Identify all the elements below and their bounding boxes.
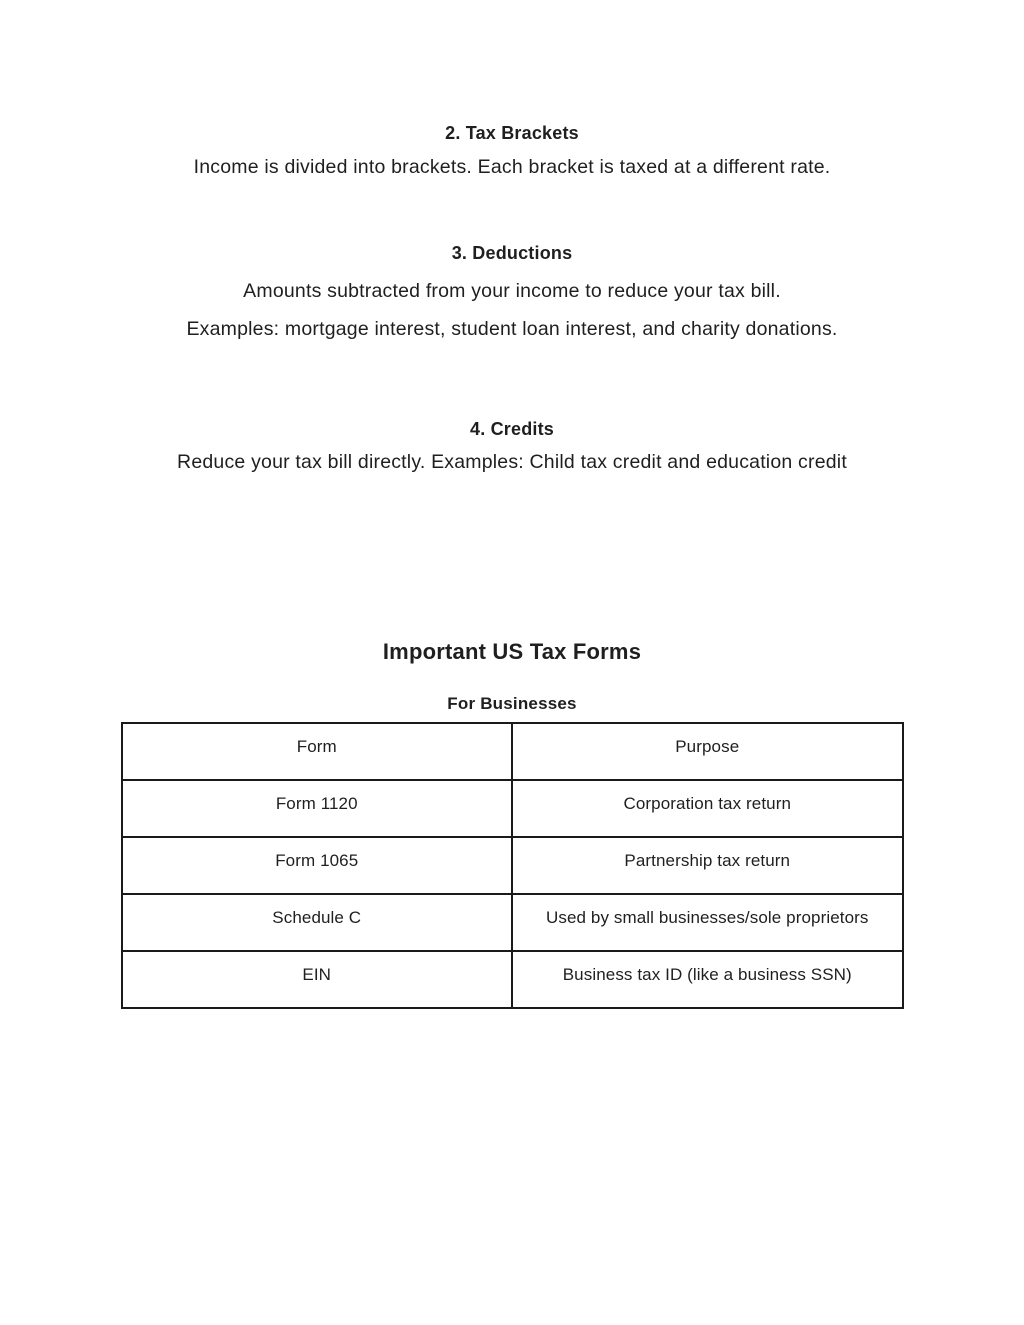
section-heading: 2. Tax Brackets (445, 123, 579, 143)
section-heading: 3. Deductions (451, 243, 573, 263)
section-credits (0, 418, 1024, 474)
business-forms-table (121, 722, 904, 1009)
table-row (122, 837, 903, 894)
section-tax-brackets (0, 122, 1024, 179)
section-heading: 4. Credits (469, 419, 555, 439)
purpose-cell: Partnership tax return (512, 837, 903, 894)
table-row (122, 951, 903, 1008)
form-cell: Schedule C (122, 894, 513, 951)
section-paragraph: Amounts subtracted from your income to reduce your tax bill. (243, 280, 781, 302)
table-row (122, 780, 903, 837)
column-header-form: Form (122, 723, 513, 780)
purpose-cell: Corporation tax return (512, 780, 903, 837)
table-row (122, 894, 903, 951)
table-header-row (122, 723, 903, 780)
table-subtitle: For Businesses (447, 694, 577, 713)
purpose-cell: Business tax ID (like a business SSN) (512, 951, 903, 1008)
section-paragraph: Examples: mortgage interest, student loan interest, and charity donations. (186, 318, 838, 340)
form-cell: Form 1065 (122, 837, 513, 894)
section-paragraph: Income is divided into brackets. Each bracket is taxed at a different rate. (193, 156, 831, 178)
section-deductions (0, 242, 1024, 341)
section-paragraph: Reduce your tax bill directly. Examples: Child tax credit and education credit (177, 451, 847, 473)
form-cell: Form 1120 (122, 780, 513, 837)
column-header-purpose: Purpose (512, 723, 903, 780)
purpose-cell: Used by small businesses/sole proprietors (512, 894, 903, 951)
page-title: Important US Tax Forms (382, 639, 642, 664)
form-cell: EIN (122, 951, 513, 1008)
